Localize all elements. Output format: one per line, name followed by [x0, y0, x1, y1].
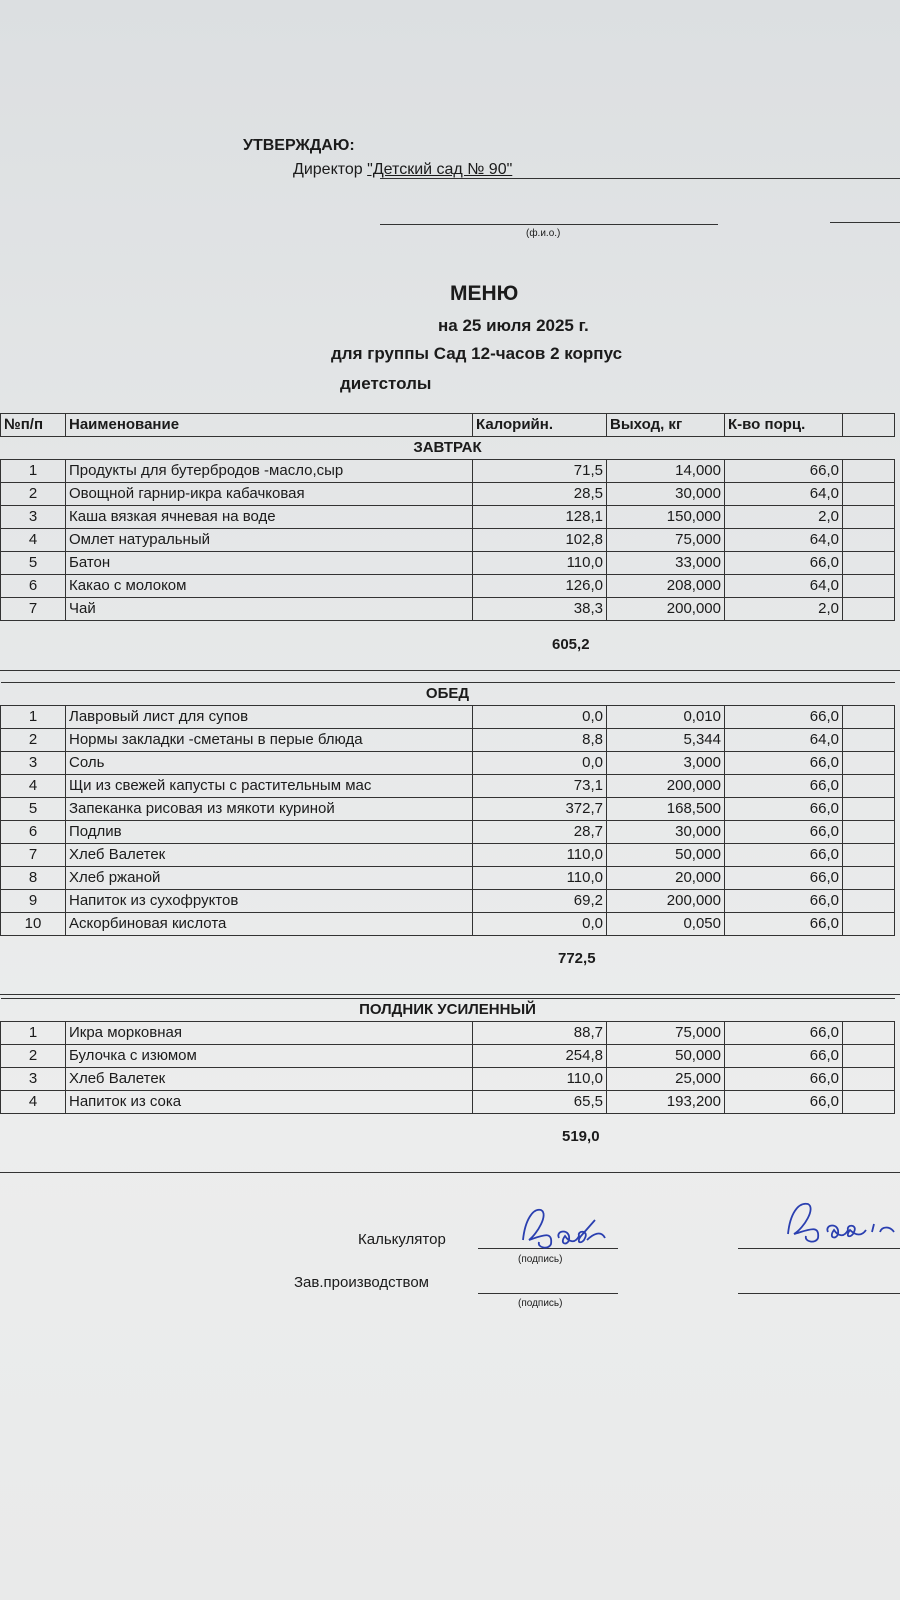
table-header [1, 414, 895, 437]
row-calories: 126,0 [473, 575, 607, 598]
row-name: Хлеб Валетек [66, 1068, 473, 1091]
row-yield: 75,000 [607, 1022, 725, 1045]
row-extra [843, 575, 895, 598]
col-yield: Выход, кг [607, 414, 725, 437]
sign-hint: (подпись) [518, 1254, 563, 1265]
menu-date: на 25 июля 2025 г. [438, 316, 589, 335]
row-extra [843, 1022, 895, 1045]
row-calories: 28,5 [473, 483, 607, 506]
row-yield: 5,344 [607, 729, 725, 752]
production-name-line [738, 1293, 900, 1294]
table-row [1, 775, 895, 798]
row-yield: 50,000 [607, 844, 725, 867]
row-num: 7 [1, 598, 66, 621]
row-num: 4 [1, 775, 66, 798]
row-num: 4 [1, 529, 66, 552]
row-portions: 66,0 [725, 1045, 843, 1068]
row-name: Аскорбиновая кислота [66, 913, 473, 936]
row-portions: 66,0 [725, 460, 843, 483]
row-num: 1 [1, 706, 66, 729]
row-num: 3 [1, 506, 66, 529]
row-name: Подлив [66, 821, 473, 844]
row-extra [843, 1091, 895, 1114]
row-extra [843, 867, 895, 890]
row-portions: 66,0 [725, 1091, 843, 1114]
row-calories: 128,1 [473, 506, 607, 529]
row-yield: 30,000 [607, 821, 725, 844]
row-num: 3 [1, 752, 66, 775]
row-calories: 88,7 [473, 1022, 607, 1045]
row-portions: 66,0 [725, 775, 843, 798]
row-yield: 200,000 [607, 890, 725, 913]
table-row [1, 598, 895, 621]
row-yield: 150,000 [607, 506, 725, 529]
director-line [293, 161, 512, 179]
section-total: 519,0 [562, 1128, 600, 1145]
table-row [1, 552, 895, 575]
table-row [1, 752, 895, 775]
divider [0, 670, 900, 671]
row-yield: 25,000 [607, 1068, 725, 1091]
director-value: "Детский сад № 90" [367, 161, 513, 178]
table-row [1, 844, 895, 867]
row-yield: 20,000 [607, 867, 725, 890]
snack-table [0, 998, 895, 1114]
signature-scribble-2 [782, 1196, 900, 1256]
col-extra [843, 414, 895, 437]
row-name: Лавровый лист для супов [66, 706, 473, 729]
row-calories: 372,7 [473, 798, 607, 821]
signature-scribble [515, 1200, 625, 1260]
row-extra [843, 821, 895, 844]
row-name: Чай [66, 598, 473, 621]
row-extra [843, 483, 895, 506]
row-num: 2 [1, 1045, 66, 1068]
divider [0, 994, 900, 995]
row-yield: 200,000 [607, 775, 725, 798]
table-row [1, 706, 895, 729]
row-yield: 30,000 [607, 483, 725, 506]
row-calories: 0,0 [473, 706, 607, 729]
row-extra [843, 598, 895, 621]
row-num: 9 [1, 890, 66, 913]
table-row [1, 729, 895, 752]
row-extra [843, 706, 895, 729]
row-yield: 33,000 [607, 552, 725, 575]
row-name: Икра морковная [66, 1022, 473, 1045]
row-portions: 66,0 [725, 890, 843, 913]
row-calories: 71,5 [473, 460, 607, 483]
row-portions: 2,0 [725, 598, 843, 621]
row-yield: 200,000 [607, 598, 725, 621]
row-portions: 66,0 [725, 1022, 843, 1045]
row-name: Какао с молоком [66, 575, 473, 598]
row-name: Хлеб Валетек [66, 844, 473, 867]
row-portions: 66,0 [725, 821, 843, 844]
row-extra [843, 1045, 895, 1068]
row-calories: 69,2 [473, 890, 607, 913]
row-extra [843, 752, 895, 775]
table-row [1, 1068, 895, 1091]
table-row [1, 575, 895, 598]
row-portions: 64,0 [725, 483, 843, 506]
row-calories: 0,0 [473, 752, 607, 775]
row-calories: 110,0 [473, 844, 607, 867]
row-portions: 64,0 [725, 529, 843, 552]
row-calories: 110,0 [473, 867, 607, 890]
row-yield: 75,000 [607, 529, 725, 552]
row-num: 4 [1, 1091, 66, 1114]
table-row [1, 913, 895, 936]
row-name: Нормы закладки -сметаны в перые блюда [66, 729, 473, 752]
row-portions: 66,0 [725, 844, 843, 867]
table-row [1, 890, 895, 913]
table-row [1, 821, 895, 844]
table-row [1, 798, 895, 821]
row-calories: 38,3 [473, 598, 607, 621]
table-row [1, 1022, 895, 1045]
section-title: ЗАВТРАК [1, 437, 895, 460]
row-calories: 73,1 [473, 775, 607, 798]
row-calories: 110,0 [473, 1068, 607, 1091]
row-name: Продукты для бутербродов -масло,сыр [66, 460, 473, 483]
row-num: 8 [1, 867, 66, 890]
row-name: Напиток из сухофруктов [66, 890, 473, 913]
row-name: Хлеб ржаной [66, 867, 473, 890]
row-extra [843, 460, 895, 483]
row-extra [843, 890, 895, 913]
date-line [830, 222, 900, 223]
row-num: 10 [1, 913, 66, 936]
row-num: 1 [1, 460, 66, 483]
row-num: 7 [1, 844, 66, 867]
row-yield: 193,200 [607, 1091, 725, 1114]
director-underline [380, 178, 900, 179]
row-name: Каша вязкая ячневая на воде [66, 506, 473, 529]
row-portions: 2,0 [725, 506, 843, 529]
row-portions: 66,0 [725, 552, 843, 575]
row-calories: 65,5 [473, 1091, 607, 1114]
row-num: 5 [1, 552, 66, 575]
menu-group: для группы Сад 12-часов 2 корпус [331, 344, 623, 363]
row-yield: 3,000 [607, 752, 725, 775]
lunch-table [0, 682, 895, 936]
section-total: 772,5 [558, 950, 596, 967]
sign-hint: (подпись) [518, 1298, 563, 1309]
section-total: 605,2 [552, 636, 590, 653]
table-row [1, 867, 895, 890]
menu-diet: диетстолы [340, 374, 432, 393]
fio-line [380, 224, 718, 225]
row-calories: 28,7 [473, 821, 607, 844]
divider [0, 1172, 900, 1173]
table-row [1, 460, 895, 483]
row-portions: 66,0 [725, 752, 843, 775]
row-num: 6 [1, 575, 66, 598]
fio-hint: (ф.и.о.) [526, 228, 561, 239]
row-name: Соль [66, 752, 473, 775]
row-num: 6 [1, 821, 66, 844]
row-yield: 0,010 [607, 706, 725, 729]
row-calories: 102,8 [473, 529, 607, 552]
row-yield: 168,500 [607, 798, 725, 821]
row-portions: 66,0 [725, 867, 843, 890]
row-name: Омлет натуральный [66, 529, 473, 552]
row-portions: 64,0 [725, 575, 843, 598]
row-extra [843, 506, 895, 529]
row-yield: 208,000 [607, 575, 725, 598]
row-num: 2 [1, 729, 66, 752]
row-num: 1 [1, 1022, 66, 1045]
row-extra [843, 729, 895, 752]
row-extra [843, 798, 895, 821]
section-title: ОБЕД [1, 683, 895, 706]
col-name: Наименование [66, 414, 473, 437]
director-label: Директор [293, 161, 363, 178]
calculator-label: Калькулятор [358, 1231, 446, 1248]
row-extra [843, 913, 895, 936]
row-portions: 66,0 [725, 706, 843, 729]
production-sign-line [478, 1293, 618, 1294]
row-yield: 14,000 [607, 460, 725, 483]
row-extra [843, 552, 895, 575]
row-extra [843, 1068, 895, 1091]
page-title: МЕНЮ [450, 282, 519, 305]
row-portions: 66,0 [725, 913, 843, 936]
row-calories: 8,8 [473, 729, 607, 752]
row-portions: 66,0 [725, 1068, 843, 1091]
row-calories: 254,8 [473, 1045, 607, 1068]
table-row [1, 1045, 895, 1068]
col-portions: К-во порц. [725, 414, 843, 437]
row-name: Щи из свежей капусты с растительным мас [66, 775, 473, 798]
col-calories: Калорийн. [473, 414, 607, 437]
section-title: ПОЛДНИК УСИЛЕННЫЙ [1, 999, 895, 1022]
approve-label: УТВЕРЖДАЮ: [243, 137, 355, 154]
row-yield: 0,050 [607, 913, 725, 936]
row-extra [843, 529, 895, 552]
table-row [1, 506, 895, 529]
row-name: Булочка с изюмом [66, 1045, 473, 1068]
row-portions: 64,0 [725, 729, 843, 752]
breakfast-table [0, 413, 895, 621]
table-row [1, 529, 895, 552]
col-num: №п/п [1, 414, 66, 437]
table-row [1, 1091, 895, 1114]
row-num: 5 [1, 798, 66, 821]
row-extra [843, 844, 895, 867]
row-name: Батон [66, 552, 473, 575]
row-extra [843, 775, 895, 798]
row-portions: 66,0 [725, 798, 843, 821]
row-name: Овощной гарнир-икра кабачковая [66, 483, 473, 506]
production-label: Зав.производством [294, 1274, 429, 1291]
row-num: 3 [1, 1068, 66, 1091]
row-calories: 0,0 [473, 913, 607, 936]
row-name: Напиток из сока [66, 1091, 473, 1114]
row-name: Запеканка рисовая из мякоти куриной [66, 798, 473, 821]
row-calories: 110,0 [473, 552, 607, 575]
row-num: 2 [1, 483, 66, 506]
table-row [1, 483, 895, 506]
row-yield: 50,000 [607, 1045, 725, 1068]
